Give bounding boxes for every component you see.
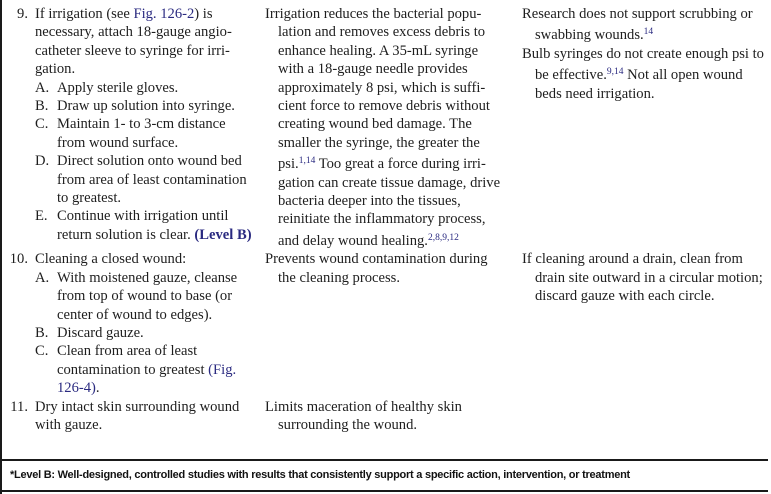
substep-letter: B. xyxy=(35,98,49,115)
substep-letter: B. xyxy=(35,324,49,341)
text-run: Draw up solution into syringe. xyxy=(57,98,235,115)
reference-superscript: 9,14 xyxy=(606,67,624,78)
table-row xyxy=(7,250,768,397)
figure-reference: (Fig. 126-4) xyxy=(57,361,237,397)
text-run: If irrigation (see xyxy=(35,6,134,22)
substep-letter: D. xyxy=(35,153,50,170)
substep-item xyxy=(35,115,256,152)
reference-superscript: 2,8,9,12 xyxy=(427,232,459,243)
step-text xyxy=(35,250,256,268)
substep-letter: A. xyxy=(35,79,50,96)
steps-cell xyxy=(7,5,256,250)
considerations-cell xyxy=(508,250,768,397)
rationale-cell xyxy=(256,5,508,250)
step-text xyxy=(35,398,256,435)
text-run: Discard gauze. xyxy=(57,324,144,341)
figure-reference: Fig. 126-2 xyxy=(133,6,195,22)
considerations-cell xyxy=(508,5,768,250)
substep-letter: A. xyxy=(35,269,50,286)
substep-item xyxy=(35,152,256,207)
procedure-table-body xyxy=(2,0,771,461)
text-run: Dry intact skin surrounding wound with gauze. xyxy=(35,398,240,433)
text-run: Research does not support scrubbing or swabbing wounds. xyxy=(522,6,753,44)
text-run: Direct solution onto wound bed from area of least contamination to greatest. xyxy=(57,153,247,207)
text-run: Irrigation reduces the bacterial population and removes excess debris to enhance healing. A 35-mL syringe with a 18-gauge needle provides approximately 8 psi, which is sufficient force to remove debris without creating wound bed damage. The smaller the syringe, the greater the psi. xyxy=(265,6,490,173)
reference-superscript: 1,14 xyxy=(298,156,316,167)
substep-item xyxy=(35,342,256,397)
steps-cell xyxy=(7,398,256,435)
step-item xyxy=(7,5,256,244)
text-run: ) is necessary, attach 18-gauge angiocatheter sleeve to syringe for irrigation. xyxy=(35,6,232,78)
rationale-paragraph xyxy=(265,250,506,287)
text-run: Too great a force during irrigation can create tissue damage, drive bacteria deeper into the tissues, reinitiate the inflammatory process, and delay wound healing. xyxy=(278,156,501,249)
substep-text xyxy=(57,79,256,97)
text-run: Prevents wound contamination during the cleaning process. xyxy=(265,251,488,286)
substep-item xyxy=(35,324,256,342)
substep-text xyxy=(57,115,256,152)
step-text xyxy=(35,5,256,79)
text-run: . xyxy=(95,380,100,397)
footnote-area xyxy=(2,459,768,492)
text-run: Limits maceration of healthy skin surrounding the wound. xyxy=(265,398,462,433)
step-number: 10. xyxy=(9,251,28,268)
text-run: Maintain 1- to 3-cm distance from wound surface. xyxy=(57,116,226,151)
substep-text xyxy=(57,324,256,342)
step-body xyxy=(35,398,256,435)
substep-text xyxy=(57,269,256,324)
substep-item xyxy=(35,97,256,115)
substep-text xyxy=(57,342,256,397)
substep-letter: C. xyxy=(35,343,49,360)
rationale-paragraph xyxy=(265,5,506,250)
rationale-cell xyxy=(256,398,508,435)
substep-item xyxy=(35,79,256,97)
substep-text xyxy=(57,97,256,115)
text-run: Bulb syringes do not create enough psi to be effective. xyxy=(522,45,764,84)
considerations-cell xyxy=(508,398,768,435)
step-body xyxy=(35,250,256,397)
table-row xyxy=(7,398,768,435)
step-number: 11. xyxy=(10,398,28,415)
substep-item xyxy=(35,207,256,244)
reference-superscript: 14 xyxy=(643,27,654,38)
consideration-paragraph xyxy=(522,250,765,305)
text-run: Continue with irrigation until return solution is clear. xyxy=(57,208,229,243)
text-run: Not all open wound beds need irrigation. xyxy=(535,67,743,102)
steps-cell xyxy=(7,250,256,397)
substep-item xyxy=(35,269,256,324)
text-run: Clean from area of least contamination to greatest xyxy=(57,343,209,378)
text-run: With moistened gauze, cleanse from top of wound to base (or center of wound to edges). xyxy=(57,269,238,323)
substep-letter: C. xyxy=(35,116,49,133)
table-row xyxy=(7,5,768,250)
consideration-paragraph xyxy=(522,45,765,103)
footnote-text: *Level B: Well-designed, controlled studies with results that consistently support a specific action, intervention, or treatment xyxy=(10,469,630,482)
consideration-paragraph xyxy=(522,5,765,45)
rationale-cell xyxy=(256,250,508,397)
step-number: 9. xyxy=(17,6,28,22)
substep-letter: E. xyxy=(35,208,48,225)
step-body xyxy=(35,5,256,244)
step-item xyxy=(7,250,256,397)
substep-text xyxy=(57,207,256,244)
text-run: If cleaning around a drain, clean from drain site outward in a circular motion; discard gauze with each circle. xyxy=(522,251,763,305)
substep-text xyxy=(57,152,256,207)
text-run: Cleaning a closed wound: xyxy=(35,251,187,268)
step-item xyxy=(7,398,256,435)
text-run: Apply sterile gloves. xyxy=(57,79,179,96)
rationale-paragraph xyxy=(265,398,506,435)
level-b-label: (Level B) xyxy=(194,226,252,243)
